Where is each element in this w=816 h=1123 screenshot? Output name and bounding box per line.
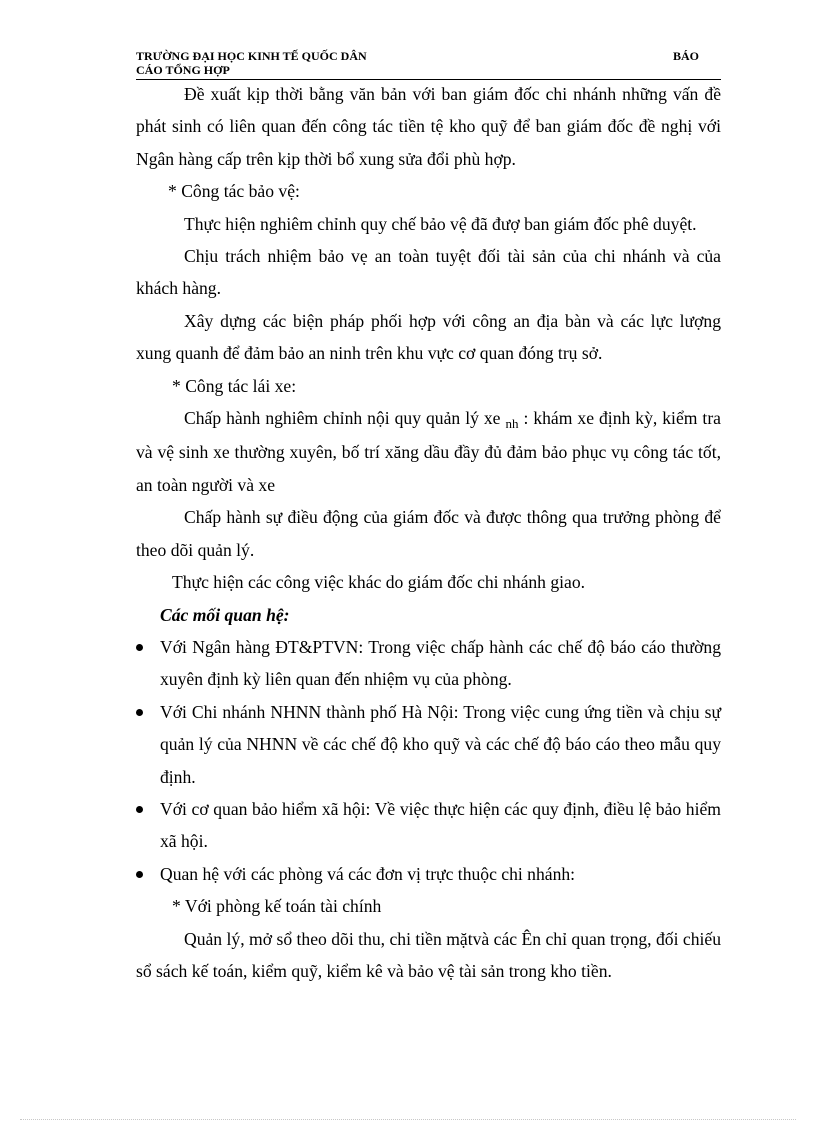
paragraph-security-responsibility: Chịu trách nhiệm bảo vẹ an toàn tuyệt đối tài sản của chi nhánh và của khách hàng. xyxy=(136,246,721,299)
page-bottom-dotted-line xyxy=(20,1119,796,1120)
heading-relationships: Các mối quan hệ: xyxy=(160,604,290,625)
driving-rules-text-b: : khám xe định kỳ, kiểm tra và vệ sinh xe thường xuyên, bố trí xăng dầu đầy đủ đảm bảo phục vụ công tác tốt, an toàn người và xe xyxy=(136,408,721,495)
bullet-icon xyxy=(136,709,143,716)
header-university: TRƯỜNG ĐẠI HỌC KINH TẾ QUỐC DÂN xyxy=(136,49,367,63)
paragraph-security-coordination: Xây dựng các biện pháp phối hợp với công an địa bàn và các lực lượng xung quanh để đảm bảo an ninh trên khu vực cơ quan đóng trụ sở. xyxy=(136,310,721,364)
driving-rules-subscript: nh xyxy=(505,416,519,432)
heading-accounting: * Với phòng kế toán tài chính xyxy=(172,896,382,917)
list-item-text: Với cơ quan bảo hiểm xã hội: Về việc thực hiện các quy định, điều lệ bảo hiểm xã hội. xyxy=(160,798,721,852)
relationships-list xyxy=(136,631,721,890)
paragraph-proposal: Đề xuất kịp thời bằng văn bản với ban giám đốc chi nhánh những vấn đề phát sinh có liên quan đến công tác tiền tệ kho quỹ để ban giám đốc đề nghị với Ngân hàng cấp trên kịp thời bổ xung sửa đổi phù hợp. xyxy=(136,84,721,169)
document-body xyxy=(136,78,721,987)
paragraph-driving-rules xyxy=(136,402,721,501)
header-report-end: CÁO TỔNG HỢP xyxy=(136,63,230,77)
list-item xyxy=(136,793,721,858)
paragraph-security-rules: Thực hiện nghiêm chỉnh quy chế bảo vệ đã đượ ban giám đốc phê duyệt. xyxy=(184,213,697,234)
paragraph-other-tasks: Thực hiện các công việc khác do giám đốc chi nhánh giao. xyxy=(172,572,586,593)
bullet-icon xyxy=(136,806,143,813)
list-item xyxy=(136,696,721,793)
heading-driving: * Công tác lái xe: xyxy=(172,375,297,396)
bullet-icon xyxy=(136,644,143,651)
driving-rules-text-a: Chấp hành nghiêm chỉnh nội quy quản lý xe xyxy=(184,408,506,429)
page-header xyxy=(136,49,721,77)
header-line-1 xyxy=(136,49,721,63)
paragraph-accounting: Quản lý, mở sổ theo dõi thu, chi tiền mặtvà các Ên chỉ quan trọng, đối chiếu sổ sách kế toán, kiểm quỹ, kiểm kê và bảo vệ tài sản trong kho tiền. xyxy=(136,928,721,981)
paragraph-driving-orders: Chấp hành sự điều động của giám đốc và được thông qua trưởng phòng để theo dõi quản lý. xyxy=(136,507,721,560)
bullet-icon xyxy=(136,871,143,878)
header-report-start: BÁO xyxy=(672,49,699,63)
list-item-text: Với Ngân hàng ĐT&PTVN: Trong việc chấp hành các chế độ báo cáo thường xuyên định kỳ liên quan đến nhiệm vụ của phòng. xyxy=(160,636,721,690)
list-item xyxy=(136,858,721,890)
heading-security: * Công tác bảo vệ: xyxy=(168,181,300,202)
list-item xyxy=(136,631,721,696)
list-item-text: Quan hệ với các phòng vá các đơn vị trực thuộc chi nhánh: xyxy=(160,863,576,884)
list-item-text: Với Chi nhánh NHNN thành phố Hà Nội: Trong việc cung ứng tiền và chịu sự quản lý của NHNN về các chế độ kho quỹ và các chế độ báo cáo theo mẫu quy định. xyxy=(160,701,721,787)
